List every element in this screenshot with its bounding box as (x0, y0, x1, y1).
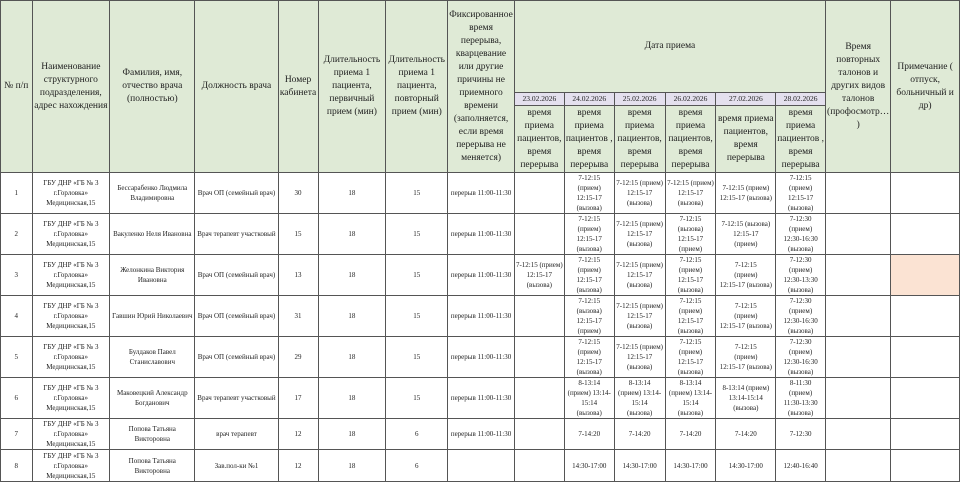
cell-day[interactable]: 7-12:15 (прием) 12:15-17 (вызова) (614, 296, 665, 337)
cell-day[interactable]: 7-14:20 (564, 419, 614, 450)
cell-day[interactable] (514, 296, 564, 337)
cell-day[interactable] (514, 173, 564, 214)
header-break: Фиксированное время перерыва, кварцевание или другие причины не приемного времени (заполняется, если время перерыва не меняется) (448, 1, 515, 173)
cell-day[interactable]: 8-11:30 (прием) 11:30-13:30 (вызова) (776, 378, 826, 419)
cell-name[interactable]: Гавшин Юрий Николаевич (110, 296, 195, 337)
cell-day[interactable]: 7-12:15 (прием) 12:15-17 (вызова) (665, 337, 716, 378)
cell-day[interactable]: 7-12:15 (вызова) 12:15-17 (прием) (716, 214, 776, 255)
cell-day[interactable]: 8-13:14 (прием) 13:14- 15:14 (вызова) (665, 378, 716, 419)
cell-name[interactable]: Попова Татьяна Викторовна (110, 419, 195, 450)
cell-day[interactable]: 8-13:14 (прием) 13:14- 15:14 (вызова) (564, 378, 614, 419)
cell-day[interactable]: 14:30-17:00 (716, 450, 776, 482)
cell-org[interactable]: ГБУ ДНР «ГБ № 3 г.Горловка» Медицинская,15 (32, 214, 110, 255)
cell-day[interactable]: 7-12:15 (вызова) 12:15-17 (прием) (564, 296, 614, 337)
cell-num[interactable]: 2 (1, 214, 33, 255)
cell-num[interactable]: 1 (1, 173, 33, 214)
cell-day[interactable]: 7-12:30 (прием) 12:30-16:30 (вызова) (776, 296, 826, 337)
date-subheader: время приема пациентов, время перерыва (514, 106, 564, 173)
date-header: 27.02.2026 (716, 93, 776, 106)
cell-day[interactable]: 7-14:20 (614, 419, 665, 450)
cell-day[interactable]: 7-12:15 (прием) 12:15-17 (вызова) (564, 214, 614, 255)
cell-position[interactable]: Врач терапевт участковый (195, 214, 278, 255)
cell-day[interactable]: 7-12:15 (вызова) 12:15-17 (прием) (665, 214, 716, 255)
cell-repeat[interactable]: 15 (386, 337, 448, 378)
cell-org[interactable]: ГБУ ДНР «ГБ № 3 г.Горловка» Медицинская,15 (32, 450, 110, 482)
header-note: Примечание ( отпуск, больничный и др) (891, 1, 960, 173)
cell-first[interactable]: 18 (318, 378, 386, 419)
cell-day[interactable]: 7-12:15 (прием) 12:15-17 (вызова) (564, 337, 614, 378)
cell-break[interactable]: перерыв 11:00-11:30 (448, 337, 515, 378)
header-cabinet: Номер кабинета (278, 1, 318, 173)
cell-day[interactable]: 8-13:14 (прием) 13:14-15:14 (вызова) (716, 378, 776, 419)
cell-num[interactable]: 3 (1, 255, 33, 296)
cell-break[interactable]: перерыв 11:00-11:30 (448, 214, 515, 255)
cell-day[interactable]: 8-13:14 (прием) 13:14- 15:14 (вызова) (614, 378, 665, 419)
cell-num[interactable]: 5 (1, 337, 33, 378)
cell-repeat[interactable]: 6 (386, 450, 448, 482)
table-row (1, 214, 960, 255)
cell-day[interactable] (514, 450, 564, 482)
cell-org[interactable]: ГБУ ДНР «ГБ № 3 г.Горловка» Медицинская,15 (32, 419, 110, 450)
cell-day[interactable] (514, 419, 564, 450)
cell-day[interactable]: 7-12:30 (прием) 12:30-16:30 (вызова) (776, 214, 826, 255)
cell-talons[interactable] (826, 214, 891, 255)
cell-talons[interactable] (826, 255, 891, 296)
cell-day[interactable]: 7-12:30 (прием) 12:30-13:30 (вызова) (776, 255, 826, 296)
cell-day[interactable]: 14:30-17:00 (665, 450, 716, 482)
date-subheader: время приема пациентов, время перерыва (716, 106, 776, 173)
cell-day[interactable]: 7-12:30 (прием) 12:30-16:30 (вызова) (776, 337, 826, 378)
cell-first[interactable]: 18 (318, 419, 386, 450)
cell-talons[interactable] (826, 173, 891, 214)
cell-day[interactable]: 7-12:15 (прием) 12:15-17 (вызова) (665, 173, 716, 214)
cell-break[interactable]: перерыв 11:00-11:30 (448, 419, 515, 450)
cell-day[interactable]: 7-12:30 (776, 419, 826, 450)
cell-day[interactable]: 7-12:15 (прием) 12:15-17 (вызова) (564, 173, 614, 214)
table-row (1, 378, 960, 419)
cell-first[interactable]: 18 (318, 337, 386, 378)
cell-note[interactable] (891, 296, 960, 337)
cell-num[interactable]: 8 (1, 450, 33, 482)
cell-repeat[interactable]: 15 (386, 378, 448, 419)
cell-break[interactable]: перерыв 11:00-11:30 (448, 296, 515, 337)
table-row (1, 450, 960, 482)
cell-repeat[interactable]: 15 (386, 296, 448, 337)
cell-org[interactable]: ГБУ ДНР «ГБ № 3 г.Горловка» Медицинская,15 (32, 296, 110, 337)
cell-day[interactable]: 7-14:20 (716, 419, 776, 450)
cell-day[interactable]: 7-12:15 (прием) 12:15-17 (вызова) (776, 173, 826, 214)
cell-org[interactable]: ГБУ ДНР «ГБ № 3 г.Горловка» Медицинская,15 (32, 173, 110, 214)
cell-first[interactable]: 18 (318, 173, 386, 214)
cell-position[interactable]: Врач ОП (семейный врач) (195, 337, 278, 378)
header-dates-title: Дата приема (514, 1, 825, 93)
table-row (1, 419, 960, 450)
cell-position[interactable]: Врач ОП (семейный врач) (195, 173, 278, 214)
cell-day[interactable]: 7-12:15 (прием) 12:15-17 (вызова) (716, 173, 776, 214)
table-row (1, 173, 960, 214)
cell-first[interactable]: 18 (318, 214, 386, 255)
cell-note[interactable] (891, 214, 960, 255)
cell-break[interactable] (448, 450, 515, 482)
cell-cabinet[interactable]: 12 (278, 419, 318, 450)
cell-day[interactable]: 14:30-17:00 (564, 450, 614, 482)
date-subheader: время приема пациентов , время перерыва (564, 106, 614, 173)
cell-repeat[interactable]: 15 (386, 214, 448, 255)
header-name: Фамилия, имя, отчество врача (полностью) (110, 1, 195, 173)
cell-day[interactable]: 7-12:15 (прием) 12:15-17 (вызова) (614, 214, 665, 255)
cell-day[interactable]: 7-12:15 (прием) 12:15-17 (вызова) (665, 296, 716, 337)
cell-day[interactable] (514, 337, 564, 378)
cell-cabinet[interactable]: 12 (278, 450, 318, 482)
date-header: 28.02.2026 (776, 93, 826, 106)
cell-note[interactable] (891, 378, 960, 419)
header-org: Наименование структурного подразделения, адрес нахождения (32, 1, 110, 173)
table-row (1, 255, 960, 296)
header-first: Длительность приема 1 пациента, первичный прием (мин) (318, 1, 386, 173)
date-subheader: время приема пациентов , время перерыва (776, 106, 826, 173)
cell-day[interactable]: 7-14:20 (665, 419, 716, 450)
date-header: 23.02.2026 (514, 93, 564, 106)
cell-cabinet[interactable]: 13 (278, 255, 318, 296)
cell-position[interactable]: Врач терапевт участковый (195, 378, 278, 419)
cell-day[interactable] (514, 214, 564, 255)
cell-name[interactable]: Желонкина Виктория Ивановна (110, 255, 195, 296)
cell-name[interactable]: Попова Татьяна Викторовна (110, 450, 195, 482)
cell-num[interactable]: 7 (1, 419, 33, 450)
cell-name[interactable]: Вакуленко Неля Ивановна (110, 214, 195, 255)
date-header: 24.02.2026 (564, 93, 614, 106)
cell-break[interactable]: перерыв 11:00-11:30 (448, 378, 515, 419)
cell-note[interactable] (891, 419, 960, 450)
cell-repeat[interactable]: 6 (386, 419, 448, 450)
cell-cabinet[interactable]: 17 (278, 378, 318, 419)
cell-break[interactable]: перерыв 11:00-11:30 (448, 173, 515, 214)
cell-note[interactable] (891, 255, 960, 296)
cell-day[interactable]: 14:30-17:00 (614, 450, 665, 482)
cell-num[interactable]: 4 (1, 296, 33, 337)
cell-note[interactable] (891, 173, 960, 214)
cell-talons[interactable] (826, 419, 891, 450)
cell-day[interactable]: 12:40-16:40 (776, 450, 826, 482)
cell-name[interactable]: Булдаков Павел Станиславович (110, 337, 195, 378)
cell-note[interactable] (891, 337, 960, 378)
cell-note[interactable] (891, 450, 960, 482)
cell-name[interactable]: Маковецкий Александр Богданович (110, 378, 195, 419)
cell-first[interactable]: 18 (318, 255, 386, 296)
cell-day[interactable]: 7-12:15 (прием) 12:15-17 (вызова) (614, 173, 665, 214)
cell-day[interactable]: 7-12:15 (прием) 12:15-17 (вызова) (716, 296, 776, 337)
date-header: 25.02.2026 (614, 93, 665, 106)
cell-cabinet[interactable]: 30 (278, 173, 318, 214)
cell-position[interactable]: Врач ОП (семейный врач) (195, 296, 278, 337)
cell-day[interactable]: 7-12:15 (прием) 12:15-17 (вызова) (614, 337, 665, 378)
cell-break[interactable]: перерыв 11:00-11:30 (448, 255, 515, 296)
date-header: 26.02.2026 (665, 93, 716, 106)
cell-day[interactable]: 7-12:15 (прием) 12:15-17 (вызова) (716, 255, 776, 296)
cell-repeat[interactable]: 15 (386, 255, 448, 296)
header-num: № п/п (1, 1, 33, 173)
cell-talons[interactable] (826, 337, 891, 378)
cell-day[interactable]: 7-12:15 (прием) 12:15-17 (вызова) (564, 255, 614, 296)
cell-day[interactable] (514, 378, 564, 419)
header-position: Должность врача (195, 1, 278, 173)
cell-first[interactable]: 18 (318, 296, 386, 337)
cell-position[interactable]: врач терапевт (195, 419, 278, 450)
cell-cabinet[interactable]: 29 (278, 337, 318, 378)
cell-org[interactable]: ГБУ ДНР «ГБ № 3 г.Горловка» Медицинская,15 (32, 337, 110, 378)
header-talons: Время повторных талонов и других видов талонов (профосмотр… ) (826, 1, 891, 173)
table-row (1, 337, 960, 378)
cell-cabinet[interactable]: 15 (278, 214, 318, 255)
cell-cabinet[interactable]: 31 (278, 296, 318, 337)
cell-num[interactable]: 6 (1, 378, 33, 419)
table-row (1, 296, 960, 337)
cell-talons[interactable] (826, 296, 891, 337)
cell-talons[interactable] (826, 450, 891, 482)
date-subheader: время приема пациентов, время перерыва (665, 106, 716, 173)
cell-talons[interactable] (826, 378, 891, 419)
header-repeat: Длительность приема 1 пациента, повторный прием (мин) (386, 1, 448, 173)
cell-day[interactable]: 7-12:15 (прием) 12:15-17 (вызова) (614, 255, 665, 296)
cell-org[interactable]: ГБУ ДНР «ГБ № 3 г.Горловка» Медицинская,15 (32, 378, 110, 419)
cell-position[interactable]: Врач ОП (семейный врач) (195, 255, 278, 296)
cell-position[interactable]: Зав.пол-ки №1 (195, 450, 278, 482)
cell-repeat[interactable]: 15 (386, 173, 448, 214)
cell-first[interactable]: 18 (318, 450, 386, 482)
cell-day[interactable]: 7-12:15 (прием) 12:15-17 (вызова) (514, 255, 564, 296)
cell-org[interactable]: ГБУ ДНР «ГБ № 3 г.Горловка» Медицинская,15 (32, 255, 110, 296)
cell-day[interactable]: 7-12:15 (прием) 12:15-17 (вызова) (716, 337, 776, 378)
cell-name[interactable]: Бессарабенко Людмила Владимировна (110, 173, 195, 214)
cell-day[interactable]: 7-12:15 (прием) 12:15-17 (вызова) (665, 255, 716, 296)
date-subheader: время приема пациентов, время перерыва (614, 106, 665, 173)
